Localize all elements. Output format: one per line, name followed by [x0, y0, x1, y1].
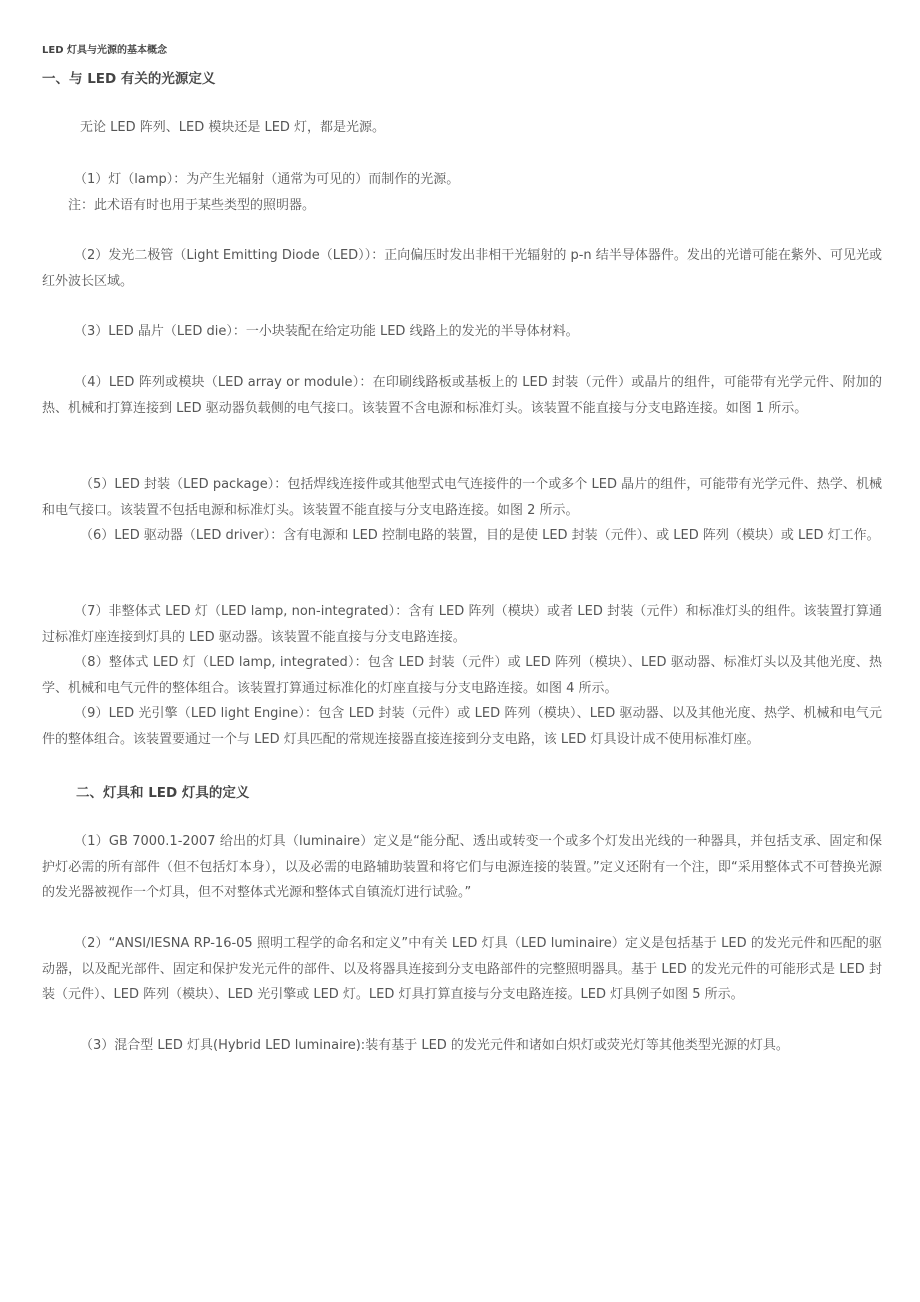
definition-led-package: （5）LED 封装（LED package）：包括焊线连接件或其他型式电气连接件的一个或多个 LED 晶片的组件，可能带有光学元件、热学、机械和电气接口。该装置不包括电源和标准灯头。该装置不能直接与分支电路连接。如图 2 所示。 — [42, 477, 882, 518]
definition-led-light-engine: （9）LED 光引擎（LED light Engine）：包含 LED 封装（元件）或 LED 阵列（模块）、LED 驱动器、以及其他光度、热学、机械和电气元件的整体组合。该装置要通过一个与 LED 灯具匹配的常规连接器直接连接到分支电路，该 LED 灯具设计成不使用标准灯座。 — [42, 706, 882, 747]
definition-led-luminaire-ansi: （2）“ANSI/IESNA RP-16-05 照明工程学的命名和定义”中有关 LED 灯具（LED luminaire）定义是包括基于 LED 的发光元件和匹配的驱动器，以及配光部件、固定和保护发光元件的部件、以及将器具连接到分支电路部件的完整照明器具。基于 LED 的发光元件的可能形式是 LED 封装（元件）、LED 阵列（模块）、LED 光引擎或 LED 灯。LED 灯具打算直接与分支电路连接。LED 灯具例子如图 5 所示。 — [42, 936, 882, 1002]
definition-led-lamp-integrated: （8）整体式 LED 灯（LED lamp, integrated）：包含 LED 封装（元件）或 LED 阵列（模块）、LED 驱动器、标准灯头以及其他光度、热学、机械和电气元件的整体组合。该装置打算通过标准化的灯座直接与分支电路连接。如图 4 所示。 — [42, 655, 882, 696]
definition-led-array: （4）LED 阵列或模块（LED array or module）：在印刷线路板或基板上的 LED 封装（元件）或晶片的组件，可能带有光学元件、附加的热、机械和打算连接到 LED 驱动器负载侧的电气接口。该装置不含电源和标准灯头。该装置不能直接与分支电路连接。如图 1 所示。 — [42, 375, 882, 416]
section-2-heading: 二、灯具和 LED 灯具的定义 — [76, 785, 250, 801]
definition-led-die: （3）LED 晶片（LED die）：一小块装配在给定功能 LED 线路上的发光的半导体材料。 — [74, 324, 579, 339]
section-1-heading: 一、与 LED 有关的光源定义 — [42, 71, 216, 87]
section-1-intro: 无论 LED 阵列、LED 模块还是 LED 灯，都是光源。 — [80, 120, 386, 135]
definition-hybrid-luminaire: （3）混合型 LED 灯具(Hybrid LED luminaire):装有基于 LED 的发光元件和诸如白炽灯或荧光灯等其他类型光源的灯具。 — [80, 1038, 789, 1053]
definition-luminaire-gb: （1）GB 7000.1-2007 给出的灯具（luminaire）定义是“能分配、透出或转变一个或多个灯发出光线的一种器具，并包括支承、固定和保护灯必需的所有部件（但不包括灯本身），以及必需的电路辅助装置和将它们与电源连接的装置。”定义还附有一个注，即“采用整体式不可替换光源的发光器被视作一个灯具，但不对整体式光源和整体式自镇流灯进行试验。” — [42, 834, 882, 900]
definition-led-lamp-non-integrated: （7）非整体式 LED 灯（LED lamp, non-integrated）：含有 LED 阵列（模块）或者 LED 封装（元件）和标准灯头的组件。该装置打算通过标准灯座连接到灯具的 LED 驱动器。该装置不能直接与分支电路连接。 — [42, 604, 882, 645]
definition-lamp: （1）灯（lamp）：为产生光辐射（通常为可见的）而制作的光源。 — [74, 172, 460, 187]
document-title: LED 灯具与光源的基本概念 — [42, 45, 167, 56]
definition-led-driver: （6）LED 驱动器（LED driver）：含有电源和 LED 控制电路的装置，目的是使 LED 封装（元件）、或 LED 阵列（模块）或 LED 灯工作。 — [80, 528, 880, 543]
definition-note: 注：此术语有时也用于某些类型的照明器。 — [68, 198, 316, 213]
definition-led: （2）发光二极管（Light Emitting Diode（LED））：正向偏压时发出非相干光辐射的 p-n 结半导体器件。发出的光谱可能在紫外、可见光或红外波长区域。 — [42, 248, 882, 289]
